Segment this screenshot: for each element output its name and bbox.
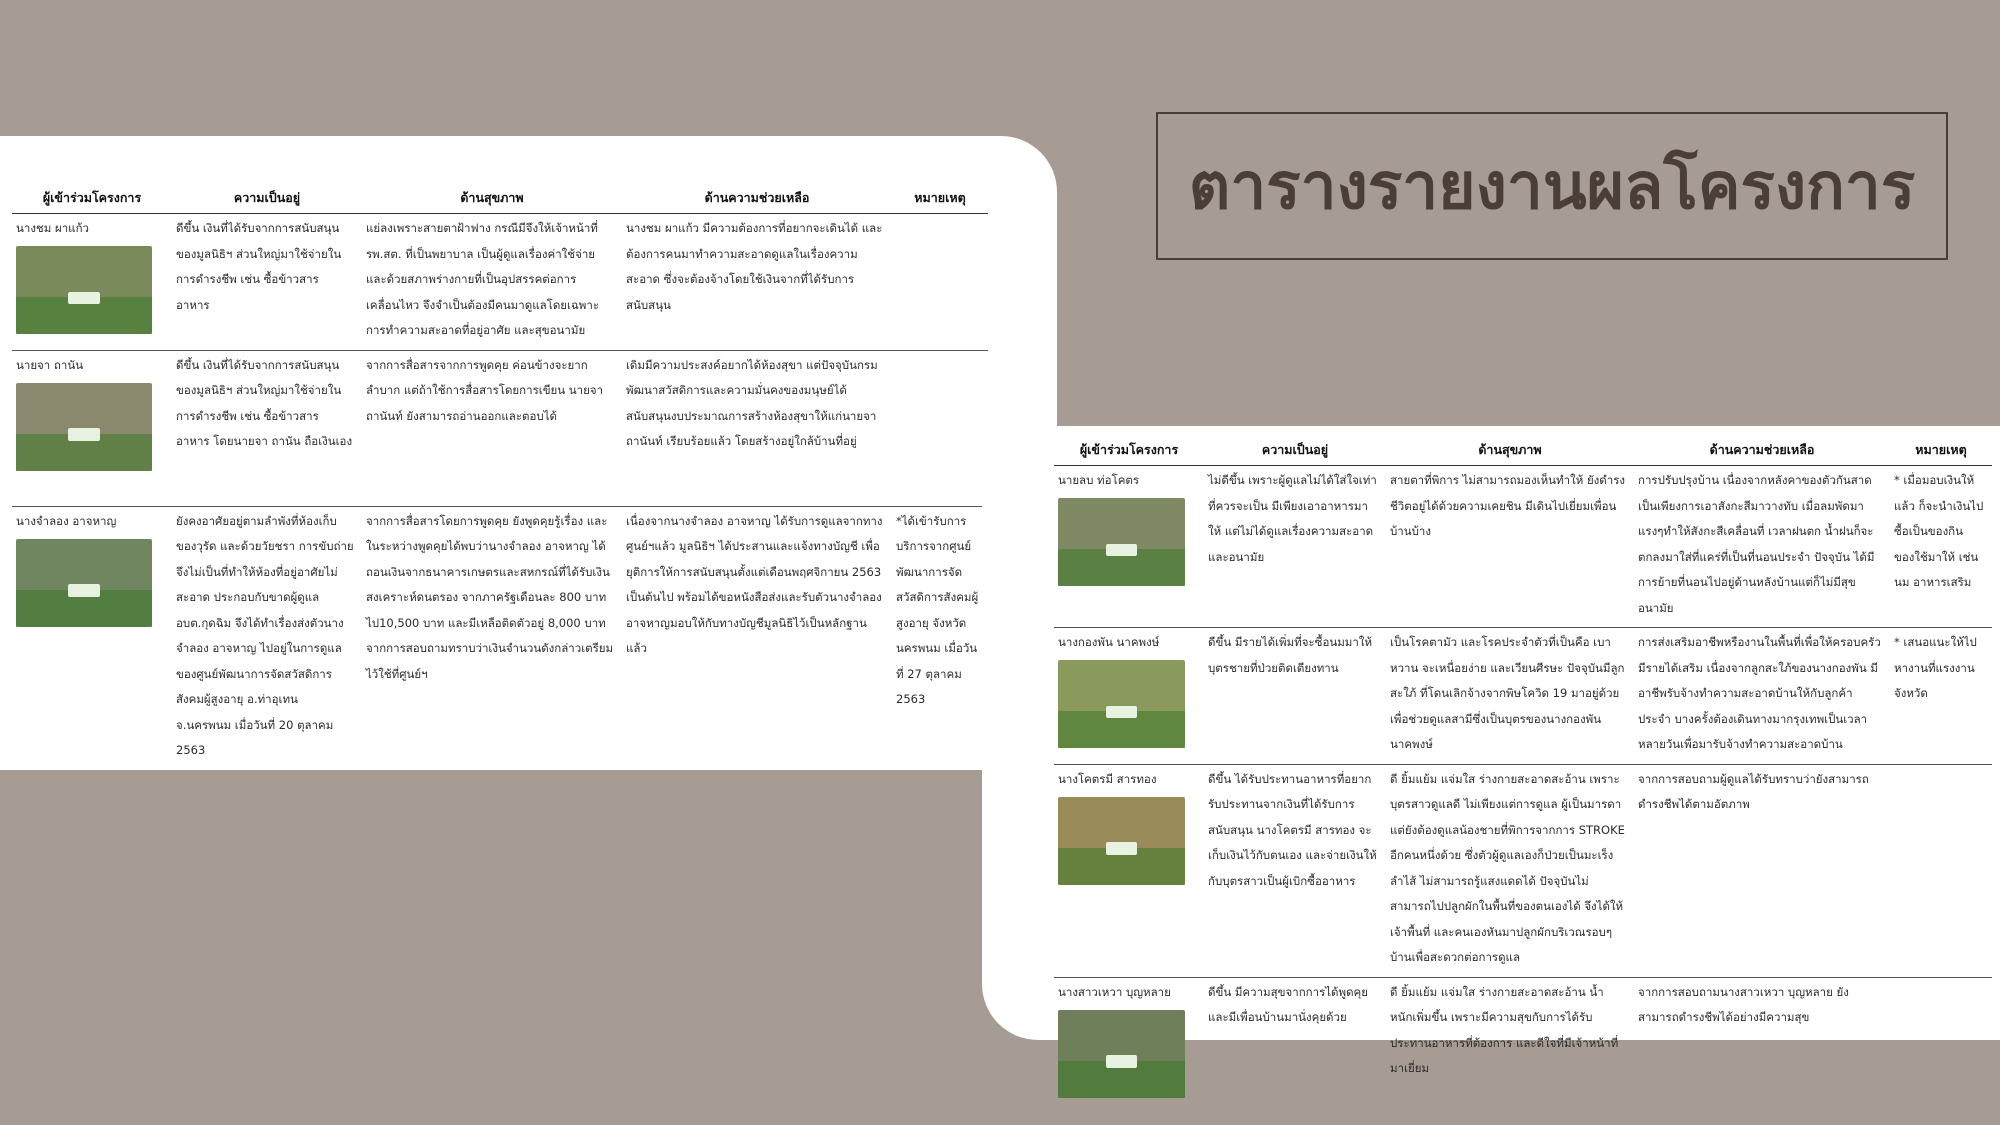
header-living: ความเป็นอยู่	[172, 184, 362, 214]
participant-photo	[1058, 660, 1185, 748]
table-header-row	[1054, 436, 1992, 466]
participant-name: นางกองพัน นาคพงษ์	[1058, 635, 1160, 649]
health-cell: เป็นโรคตามัว และโรคประจำตัวที่เป็นคือ เบาหวาน จะเหนื่อยง่าย และเวียนศีรษะ ปัจจุบันมีลูกสะใภ้ ที่โดนเลิกจ้างจากพิษโควิด 19 มาอยู่ด้วยเพื่อช่วยดูแลสามีซึ่งเป็นบุตรของนางกองพัน นาคพงษ์	[1386, 628, 1634, 765]
health-cell: ดี ยิ้มแย้ม แจ่มใส ร่างกายสะอาดสะอ้าน เพราะบุตรสาวดูแลดี ไม่เพียงแต่การดูแล ผู้เป็นมารดา แต่ยังต้องดูแลน้องชายที่พิการจากการ STROKE อีกคนหนึ่งด้วย ซึ่งตัวผู้ดูแลเองก็ป่วยเป็นมะเร็งลำไส้ ไม่สามารถรู้แสงแดดได้ ปัจจุบันไม่สามารถไปปลูกผักในพื้นที่ของตนเองได้ จึงได้ให้เจ้าพื้นที่ และคนเองหันมาปลูกผักบริเวณรอบๆบ้านเพื่อสะดวกต่อการดูแล	[1386, 764, 1634, 977]
participant-cell	[12, 350, 172, 506]
remark-cell	[1890, 977, 1992, 1104]
table-row	[12, 350, 988, 506]
participant-cell	[1054, 977, 1204, 1104]
assistance-cell: เดิมมีความประสงค์อยากได้ห้องสุขา แต่ปัจจุบันกรมพัฒนาสวัสดิการและความมั่นคงของมนุษย์ได้สนับสนุนงบประมาณการสร้างห้องสุขาให้แก่นายจา ถานันท์ เรียบร้อยแล้ว โดยสร้างอยู่ใกล้บ้านที่อยู่	[622, 350, 892, 506]
header-health: ด้านสุขภาพ	[1386, 436, 1634, 466]
right-report-panel	[982, 426, 2000, 1075]
table-row	[1054, 628, 1992, 765]
participant-cell	[1054, 466, 1204, 628]
remark-cell	[892, 350, 988, 506]
participant-name: นางชม ผาแก้ว	[16, 221, 90, 235]
header-remark: หมายเหตุ	[1890, 436, 1992, 466]
header-participant: ผู้เข้าร่วมโครงการ	[12, 184, 172, 214]
participant-cell	[1054, 628, 1204, 765]
living-cell: ดีขึ้น มีความสุขจากการได้พูดคุยและมีเพื่อนบ้านมานั่งคุยด้วย	[1208, 984, 1368, 1024]
participant-cell	[12, 506, 172, 770]
header-assistance: ด้านความช่วยเหลือ	[1634, 436, 1890, 466]
participant-cell	[1054, 764, 1204, 977]
living-cell: ไม่ดีขึ้น เพราะผู้ดูแลไม่ได้ใส่ใจเท่าที่ควรจะเป็น มีเพียงเอาอาหารมาให้ แต่ไม่ได้ดูแลเรื่องความสะอาด และอนามัย	[1204, 466, 1386, 628]
remark-cell	[1890, 764, 1992, 977]
assistance-cell: นางชม ผาแก้ว มีความต้องการที่อยากจะเดินได้ และต้องการคนมาทำความสะอาดดูแลในเรื่องความสะอาด ซึ่งจะต้องจ้างโดยใช้เงินจากที่ได้รับการสนับสนุน	[622, 214, 892, 351]
living-cell: ดีขึ้น เงินที่ได้รับจากการสนับสนุนของมูลนิธิฯ ส่วนใหญ่มาใช้จ่ายในการดำรงชีพ เช่น ซื้อข้าวสาร อาหาร	[172, 214, 362, 351]
participant-photo	[1058, 498, 1185, 586]
health-cell: แย่ลงเพราะสายตาฝ้าฟาง กรณีมีจึงให้เจ้าหน้าที่ รพ.สต. ที่เป็นพยาบาล เป็นผู้ดูแลเรื่องค่าใช้จ่าย และด้วยสภาพร่างกายที่เป็นอุปสรรคต่อการเคลื่อนไหว จึงจำเป็นต้องมีคนมาดูแลโดยเฉพาะการทำความสะอาดที่อยู่อาศัย และสุขอนามัย	[362, 214, 622, 351]
left-report-panel	[0, 136, 1057, 770]
participant-photo	[1058, 1010, 1185, 1098]
page-title: ตารางรายงานผลโครงการ	[1188, 150, 1916, 224]
participant-name: นางจำลอง อาจหาญ	[16, 513, 117, 528]
header-participant: ผู้เข้าร่วมโครงการ	[1054, 436, 1204, 466]
header-health: ด้านสุขภาพ	[362, 184, 622, 214]
header-living: ความเป็นอยู่	[1204, 436, 1386, 466]
participant-photo	[16, 246, 152, 334]
assistance-cell: จากการสอบถามนางสาวเหวา บุญหลาย ยังสามารถดำรงชีพได้อย่างมีความสุข	[1638, 984, 1849, 1024]
page-title-box	[1156, 112, 1948, 260]
living-cell: ดีขึ้น เงินที่ได้รับจากการสนับสนุนของมูลนิธิฯ ส่วนใหญ่มาใช้จ่ายในการดำรงชีพ เช่น ซื้อข้าวสาร อาหาร โดยนายจา ถานัน ถือเงินเอง	[172, 350, 362, 506]
remark-cell	[892, 214, 988, 351]
table-row	[1054, 466, 1992, 628]
remark-cell: * เมื่อมอบเงินให้แล้ว ก็จะนำเงินไปซื้อเป็นของกินของใช้มาให้ เช่น นม อาหารเสริม	[1890, 466, 1992, 628]
participant-name: นายลบ ท่อโคตร	[1058, 473, 1140, 487]
assistance-cell: จากการสอบถามผู้ดูแลได้รับทราบว่ายังสามารถดำรงชีพได้ตามอัตภาพ	[1634, 764, 1890, 977]
right-report-table	[1054, 436, 1992, 1104]
living-cell: ดีขึ้น ได้รับประทานอาหารที่อยากรับประทานจากเงินที่ได้รับการสนับสนุน นางโคตรมี สารทอง จะเก็บเงินไว้กับตนเอง และจ่ายเงินให้กับบุตรสาวเป็นผู้เบิกซื้ออาหาร	[1204, 764, 1386, 977]
assistance-cell: การปรับปรุงบ้าน เนื่องจากหลังคาของตัวกันสาดเป็นเพียงการเอาสังกะสีมาวางทับ เมื่อลมพัดมาแรงๆทำให้สังกะสีเคลื่อนที่ เวลาฝนตก น้ำฝนก็จะตกลงมาใส่ที่แคร่ที่เป็นที่นอนประจำ ปัจจุบัน ได้มีการย้ายที่นอนไปอยู่ด้านหลังบ้านแต่ก็ไม่มีสุขอนามัย	[1634, 466, 1890, 628]
living-cell: ยังคงอาศัยอยู่ตามลำพังที่ห้องเก็บของวุรัด และด้วยวัยชรา การขับถ่ายจึงไม่เป็นที่ทำให้ห้องที่อยู่อาศัยไม่สะอาด ประกอบกับขาดผู้ดูแล อบต.กุดฉิม จึงได้ทำเรื่องส่งตัวนางจำลอง อาจหาญ ไปอยู่ในการดูแลของศูนย์พัฒนาการจัดสวัสดิการสังคมผู้สูงอายุ อ.ท่าอุเทน จ.นครพนม เมื่อวันที่ 20 ตุลาคม 2563	[176, 513, 354, 757]
table-row	[1054, 764, 1992, 977]
participant-cell	[12, 214, 172, 351]
remark-cell: *ได้เข้ารับการบริการจากศูนย์พัฒนาการจัดสวัสดิการสังคมผู้สูงอายุ จังหวัดนครพนม เมื่อวันที่ 27 ตุลาคม 2563	[896, 513, 979, 706]
participant-photo	[16, 383, 152, 471]
assistance-cell: การส่งเสริมอาชีพหรืองานในพื้นที่เพื่อให้ครอบครัวมีรายได้เสริม เนื่องจากลูกสะใภ้ของนางกองพัน มีอาชีพรับจ้างทำความสะอาดบ้านให้กับลูกค้าประจำ บางครั้งต้องเดินทางมากรุงเทพเป็นเวลาหลายวันเพื่อมารับจ้างทำความสะอาดบ้าน	[1634, 628, 1890, 765]
table-row	[1054, 977, 1992, 1104]
left-report-table	[12, 184, 988, 770]
table-row	[12, 214, 988, 351]
remark-cell: * เสนอแนะให้ไปหางานที่แรงงานจังหวัด	[1890, 628, 1992, 765]
assistance-cell: เนื่องจากนางจำลอง อาจหาญ ได้รับการดูแลจากทางศูนย์ฯแล้ว มูลนิธิฯ ได้ประสานและแจ้งทางบัญชี เพื่อยุติการให้การสนับสนุนตั้งแต่เดือนพฤศจิกายน 2563 เป็นต้นไป พร้อมได้ขอหนังสือส่งและรับตัวนางจำลอง อาจหาญมอบให้กับทางบัญชีมูลนิธิไว้เป็นหลักฐานแล้ว	[626, 513, 883, 655]
living-cell: ดีขึ้น มีรายได้เพิ่มที่จะซื้อนมมาให้บุตรชายที่ป่วยติดเตียงทาน	[1204, 628, 1386, 765]
health-cell: ดี ยิ้มแย้ม แจ่มใส ร่างกายสะอาดสะอ้าน น้ำหนักเพิ่มขึ้น เพราะมีความสุขกับการได้รับประทานอาหารที่ต้องการ และดีใจที่มีเจ้าหน้าที่มาเยี่ยม	[1390, 984, 1619, 1075]
header-remark: หมายเหตุ	[892, 184, 988, 214]
header-assistance: ด้านความช่วยเหลือ	[622, 184, 892, 214]
health-cell: สายตาที่พิการ ไม่สามารถมองเห็นทำให้ ยังดำรงชีวิตอยู่ได้ด้วยความเคยชิน มีเดินไปเยี่ยมเพื่อนบ้านบ้าง	[1386, 466, 1634, 628]
health-cell: จากการสื่อสารโดยการพูดคุย ยังพูดคุยรู้เรื่อง และในระหว่างพูดคุยได้พบว่านางจำลอง อาจหาญ ได้ถอนเงินจากธนาคารเกษตรและสหกรณ์ที่ได้รับเงินสงเคราะห์ดนตรอง จากภาครัฐเดือนละ 800 บาท ไป10,500 บาท และมีเหลือติดตัวอยู่ 8,000 บาท จากการสอบถามทราบว่าเงินจำนวนดังกล่าวเตรียมไว้ใช้ที่ศูนย์ฯ	[366, 513, 614, 681]
participant-name: นางสาวเหวา บุญหลาย	[1058, 984, 1171, 999]
table-header-row	[12, 184, 988, 214]
participant-name: นางโคตรมี สารทอง	[1058, 771, 1157, 786]
participant-name: นายจา ถานัน	[16, 357, 84, 372]
table-row	[12, 506, 988, 770]
participant-photo	[16, 539, 152, 627]
participant-photo	[1058, 797, 1185, 885]
health-cell: จากการสื่อสารจากการพูดคุย ค่อนข้างจะยากลำบาก แต่ถ้าใช้การสื่อสารโดยการเขียน นายจา ถานันท์ ยังสามารถอ่านออกและตอบได้	[362, 350, 622, 506]
